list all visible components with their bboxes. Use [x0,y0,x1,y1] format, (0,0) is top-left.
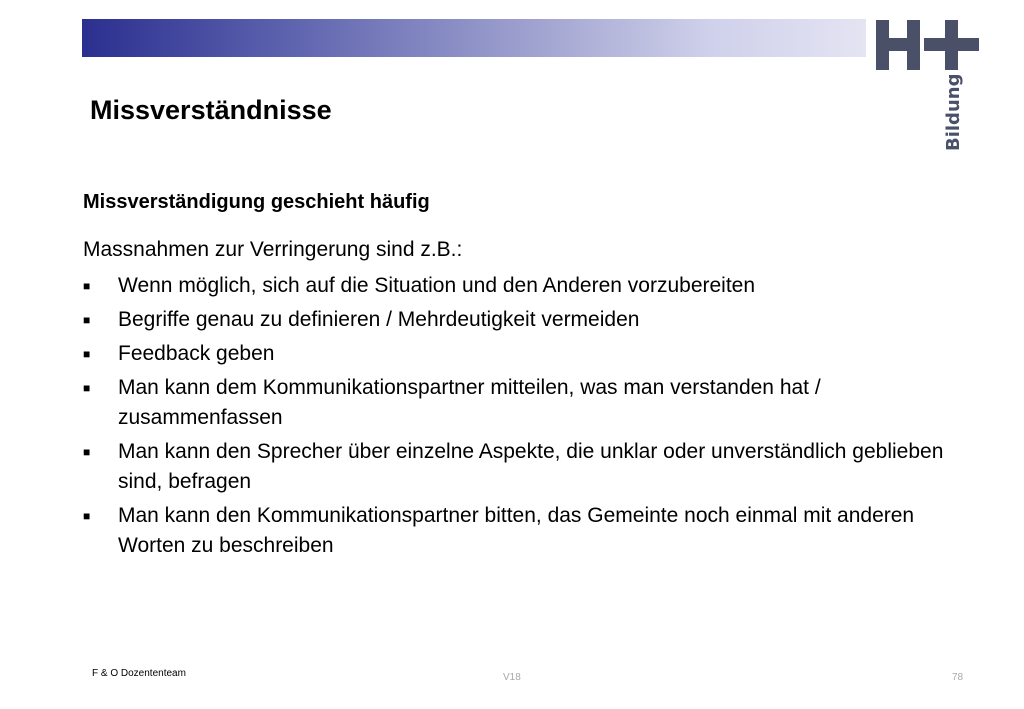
footer-version: V18 [503,672,521,683]
bullet-text: Feedback geben [118,342,275,365]
header-gradient-bar [82,19,866,57]
bullet-text: Begriffe genau zu definieren / Mehrdeutigkeit vermeiden [118,308,640,331]
list-item [83,437,963,497]
bullet-text: Wenn möglich, sich auf die Situation und den Anderen vorzubereiten [118,274,756,297]
bullet-text: Man kann den Kommunikationspartner bitten, das Gemeinte noch einmal mit anderen Worten zu beschreiben [118,504,915,557]
list-item [83,271,963,301]
square-bullet-icon: ■ [83,347,91,361]
list-item [83,373,963,433]
square-bullet-icon: ■ [83,445,91,459]
bullet-list [83,271,963,565]
square-bullet-icon: ■ [83,313,91,327]
square-bullet-icon: ■ [83,509,91,523]
list-item [83,305,963,335]
page-title: Missverständnisse [90,95,332,125]
list-item [83,339,963,369]
square-bullet-icon: ■ [83,279,91,293]
square-bullet-icon: ■ [83,381,91,395]
subtitle: Missverständigung geschieht häufig [83,191,430,213]
intro-text: Massnahmen zur Verringerung sind z.B.: [83,238,463,261]
logo-subtext: Bildung [943,73,964,151]
page-number: 78 [952,672,964,683]
footer-author: F & O Dozententeam [92,668,186,679]
h-plus-bildung-logo [874,18,984,158]
bullet-text: Man kann den Sprecher über einzelne Aspekte, die unklar oder unverständlich geblieben sind, befragen [118,440,944,493]
bullet-text: Man kann dem Kommunikationspartner mitteilen, was man verstanden hat / zusammenfassen [118,376,821,429]
list-item [83,501,963,561]
